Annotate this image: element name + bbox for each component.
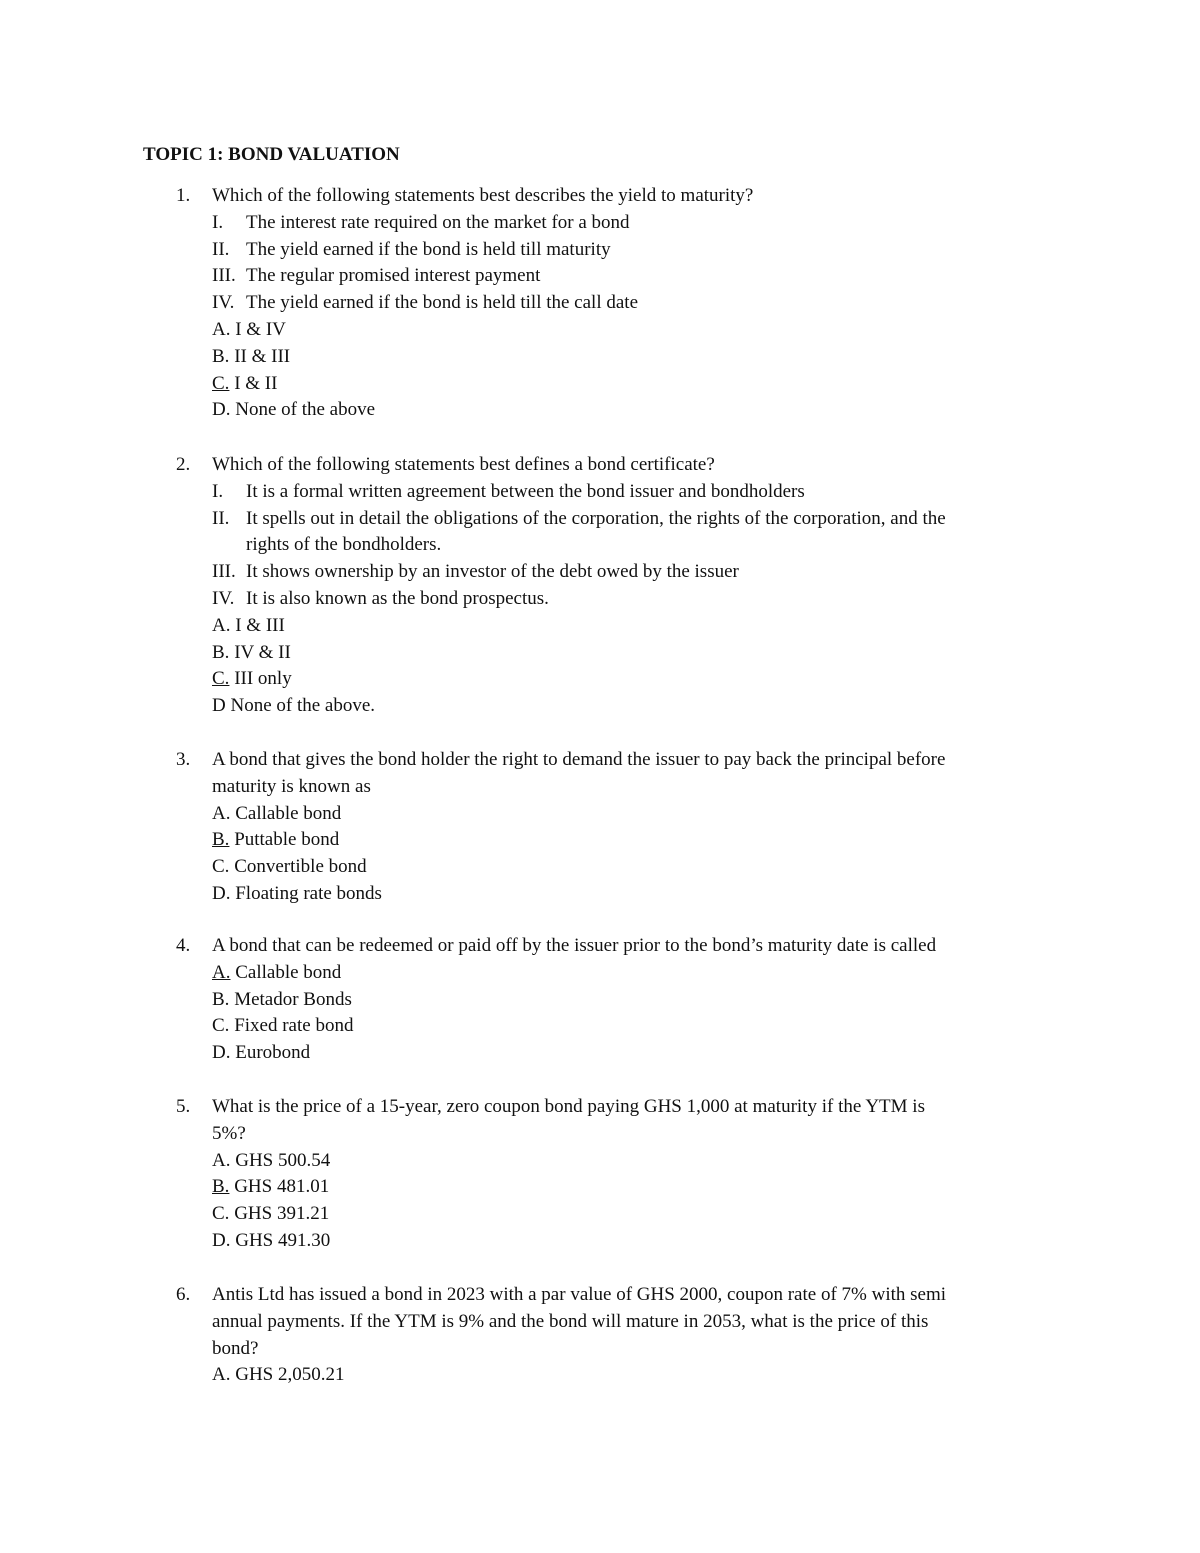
statement (176, 263, 1066, 290)
question-5 (176, 1094, 1066, 1255)
statement (176, 559, 1066, 586)
option-letter: B. (212, 641, 230, 663)
option-text: II & III (229, 345, 291, 367)
option-text: GHS 2,050.21 (230, 1364, 345, 1386)
option-text: None of the above (230, 399, 376, 421)
statement-text: It is a formal written agreement between the bond issuer and bondholders (246, 480, 805, 502)
question-stem-line (176, 747, 1066, 774)
option-letter: A. (212, 1364, 231, 1386)
question-stem-line (176, 774, 1066, 801)
statement-text: It is also known as the bond prospectus. (246, 587, 549, 609)
question-number: 4. (176, 935, 191, 956)
option-letter: C. (212, 1203, 230, 1225)
question-3 (176, 747, 1066, 908)
question-text: 5%? (212, 1122, 246, 1144)
answer-option-correct (176, 827, 1066, 854)
question-stem-line (176, 1309, 1066, 1336)
option-text: Floating rate bonds (230, 882, 382, 904)
answer-option (176, 1040, 1066, 1067)
question-number: 3. (176, 749, 191, 770)
option-text: Metador Bonds (229, 988, 352, 1010)
question-stem-line (176, 1094, 1066, 1121)
question-stem-line (176, 1121, 1066, 1148)
answer-option-correct (176, 960, 1066, 987)
answer-option (176, 1201, 1066, 1228)
option-letter: A. (212, 961, 231, 983)
option-letter: C. (212, 372, 230, 394)
option-text: IV & II (229, 641, 291, 663)
answer-option-correct (176, 666, 1066, 693)
answer-option-correct (176, 371, 1066, 398)
question-number: 5. (176, 1096, 191, 1117)
option-letter: D. (212, 1042, 231, 1064)
statement-number: I. (212, 211, 224, 233)
statement-text: The yield earned if the bond is held till the call date (246, 292, 639, 314)
answer-option (176, 801, 1066, 828)
option-text: Eurobond (230, 1042, 311, 1064)
statement (176, 586, 1066, 613)
statement-number: II. (212, 238, 230, 260)
option-letter: A. (212, 802, 231, 824)
option-letter: D. (212, 399, 231, 421)
statement-number: III. (212, 265, 236, 287)
option-letter: C. (212, 856, 230, 878)
answer-option (176, 640, 1066, 667)
question-stem-line (176, 933, 1066, 960)
option-letter: D. (212, 882, 231, 904)
option-text: I & III (230, 614, 285, 636)
option-text: GHS 500.54 (230, 1149, 331, 1171)
page-title: TOPIC 1: BOND VALUATION (143, 144, 400, 165)
option-text: Puttable bond (229, 829, 340, 851)
option-letter: D. (212, 1229, 231, 1251)
statement-text: rights of the bondholders. (246, 534, 442, 556)
answer-option (176, 854, 1066, 881)
statement (176, 290, 1066, 317)
question-6 (176, 1282, 1066, 1389)
question-number: 1. (176, 185, 191, 206)
question-number: 6. (176, 1284, 191, 1305)
answer-option (176, 317, 1066, 344)
option-text: GHS 491.30 (230, 1229, 331, 1251)
option-text: III only (229, 668, 292, 690)
option-letter: B. (212, 345, 230, 367)
question-1 (176, 183, 1066, 424)
question-number: 2. (176, 454, 191, 475)
statement-number: I. (212, 480, 224, 502)
question-text: bond? (212, 1337, 259, 1359)
statement-number: IV. (212, 587, 235, 609)
answer-option (176, 1148, 1066, 1175)
option-letter: B. (212, 829, 230, 851)
answer-option-correct (176, 1174, 1066, 1201)
answer-option (176, 344, 1066, 371)
question-text: A bond that can be redeemed or paid off by the issuer prior to the bond’s maturity date is called (212, 935, 937, 956)
question-text: annual payments. If the YTM is 9% and the bond will mature in 2053, what is the price of this (212, 1310, 929, 1332)
question-2 (176, 452, 1066, 720)
answer-option (176, 1228, 1066, 1255)
option-text: GHS 481.01 (229, 1176, 330, 1198)
question-stem-line (176, 183, 1066, 210)
option-text: Convertible bond (229, 856, 367, 878)
question-text: Which of the following statements best describes the yield to maturity? (212, 185, 754, 206)
option-letter: C. (212, 1015, 230, 1037)
option-letter: C. (212, 668, 230, 690)
answer-option (176, 613, 1066, 640)
question-stem-line (176, 1336, 1066, 1363)
statement-number: III. (212, 561, 236, 583)
option-text: Callable bond (230, 802, 342, 824)
question-stem-line (176, 452, 1066, 479)
question-text: A bond that gives the bond holder the right to demand the issuer to pay back the principal before (212, 749, 946, 770)
option-letter: A. (212, 318, 231, 340)
question-text: Which of the following statements best defines a bond certificate? (212, 454, 715, 475)
statement (176, 210, 1066, 237)
question-4 (176, 933, 1066, 1067)
answer-option (176, 881, 1066, 908)
option-text: None of the above. (225, 695, 376, 717)
statement-number: II. (212, 507, 230, 529)
statement-number: IV. (212, 292, 235, 314)
option-letter: A. (212, 614, 231, 636)
question-stem-line (176, 1282, 1066, 1309)
statement (176, 237, 1066, 264)
option-text: I & IV (230, 318, 286, 340)
statement-text: The interest rate required on the market for a bond (246, 211, 630, 233)
statement (176, 506, 1066, 533)
answer-option (176, 987, 1066, 1014)
option-text: GHS 391.21 (229, 1203, 330, 1225)
statement (176, 479, 1066, 506)
option-text: Callable bond (230, 961, 342, 983)
statement-text: It shows ownership by an investor of the debt owed by the issuer (246, 561, 739, 583)
question-text: maturity is known as (212, 775, 371, 797)
question-text: What is the price of a 15-year, zero coupon bond paying GHS 1,000 at maturity if the YTM is (212, 1096, 925, 1117)
option-letter: D (212, 695, 226, 717)
option-text: I & II (229, 372, 278, 394)
statement-text: It spells out in detail the obligations of the corporation, the rights of the corporation, and the (246, 507, 946, 529)
answer-option (176, 1013, 1066, 1040)
answer-option (176, 693, 1066, 720)
answer-option (176, 1362, 1066, 1389)
option-letter: B. (212, 1176, 230, 1198)
statement-text: The regular promised interest payment (246, 265, 541, 287)
statement-continuation (176, 532, 1066, 559)
option-letter: B. (212, 988, 230, 1010)
option-letter: A. (212, 1149, 231, 1171)
question-text: Antis Ltd has issued a bond in 2023 with a par value of GHS 2000, coupon rate of 7% with semi (212, 1284, 947, 1305)
option-text: Fixed rate bond (229, 1015, 354, 1037)
answer-option (176, 397, 1066, 424)
statement-text: The yield earned if the bond is held till maturity (246, 238, 611, 260)
